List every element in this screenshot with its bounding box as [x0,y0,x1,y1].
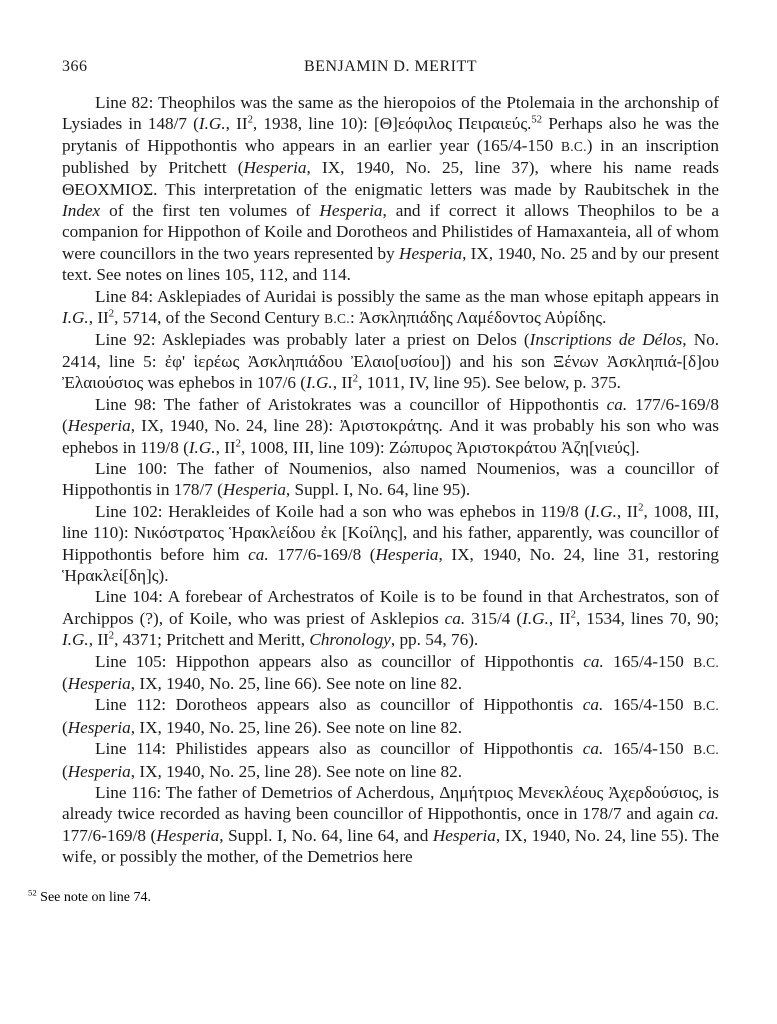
page-number: 366 [62,58,88,75]
text-run: , and if correct it allows Theophilos to be a companion for Hippothon of Koile and Dorotheos and Philistides of Hamaxanteia, all of whom were councillors in the two years represented by [62,201,720,263]
text-run: , IX, 1940, No. 24, line 31, restoring Ἡρακλεί[δη]ς). [62,544,719,585]
text-run: Line 112: Dorotheos appears also as councillor of Hippothontis [95,695,583,715]
text-run: , No. 2414, line 5: ἐφ' ἱερέως Ἀσκληπιάδου Ἐλαιο[υσίου]) and his son Ξένων Ἀσκληπιά-[δ]ου Ἐλαιούσιος was ephebos in 107/6 ( [62,330,719,393]
text-run: Hesperia [243,158,307,178]
text-run: ca. [582,739,604,759]
text-run: , 5714, of the Second Century [114,308,325,328]
paragraph-p116 [62,782,719,868]
paragraph-p82 [62,92,719,286]
text-run: ( [62,717,68,737]
paragraph-p98 [62,394,719,458]
text-run: Hesperia [375,544,439,564]
text-run: , 1011, IV, line 95). See below, p. 375. [358,373,621,393]
paragraph-p114 [62,738,719,782]
text-run: ( [62,761,68,781]
text-run: 177/6-169/8 ( [62,825,157,845]
paragraph-p92 [62,329,719,393]
text-run: , II [88,308,109,328]
text-run: ca. [583,651,604,671]
text-run: Line 105: Hippothon appears also as councillor of Hippothontis [95,651,584,671]
text-run: Line 114: Philistides appears also as councillor of Hippothontis [95,739,583,759]
text-run: Hesperia [432,825,496,845]
superscript: 2 [108,630,115,642]
text-run: ca. [606,394,628,414]
text-run: 177/6-169/8 ( [268,544,376,564]
running-title: BENJAMIN D. MERITT [304,58,477,75]
text-run: , IX, 1940, No. 24, line 28): Ἀριστοκράτης. And it was probably his son who was ephebos in 119/8 ( [62,416,719,457]
text-run: ca. [444,608,466,628]
text-run: , IX, 1940, No. 24, line 55). The wife, or possibly the mother, of the Demetrios here [62,825,719,867]
text-run: Line 82: Theophilos was the same as the hieropoios of the Ptolemaia in the archonship of Lysiades in 148/7 ( [62,93,719,134]
text-run: B.C. [693,698,719,714]
text-run: I.G. [62,630,89,650]
text-run: Hesperia [67,416,131,436]
text-run: , II [215,437,236,457]
text-run: , Suppl. I, No. 64, line 95). [285,480,471,500]
text-run: , 1938, line 10): [Θ]εόφιλος Πειραιεύς. [252,114,532,134]
superscript: 2 [235,437,241,449]
text-run: , II [332,373,353,393]
text-run: of the first ten volumes of [100,201,320,221]
text-run: ca. [698,804,719,824]
text-run: Hesperia [399,243,463,263]
text-run: Perhaps also he was the prytanis of Hippothontis who appears in an earlier year (165/4-150 [62,114,719,155]
text-run: Hesperia [222,480,286,500]
paragraph-p112 [62,694,719,738]
text-run: I.G. [198,114,226,134]
superscript: 52 [531,114,543,126]
text-run: Hesperia [67,717,131,737]
text-run: Line 92: Asklepiades was probably later a priest on Delos ( [95,330,530,350]
text-run: , II [548,608,571,628]
text-run: , IX, 1940, No. 25, line 28). See note on line 82. [130,761,463,781]
text-run: ca. [582,695,604,715]
paragraph-p105 [62,651,719,695]
text-run: , IX, 1940, No. 25, line 66). See note on line 82. [130,673,463,693]
text-run: , II [88,630,109,650]
text-run: B.C. [693,742,720,758]
body-text [62,92,719,868]
text-run: Line 116: The father of Demetrios of Acherdous, Δημήτριος Μενεκλέους Ἀχερδούσιος, is already twice recorded as having been councillor of Hippothontis, once in 178/7 and again [62,783,719,824]
text-run: , IX, 1940, No. 25, line 37), where his name reads ΘΕΟΧΜΙΟΣ. This interpretation of the enigmatic letters was made by Raubitschek in the [62,158,719,199]
superscript: 2 [638,501,644,513]
text-run: Hesperia [67,673,131,693]
text-run: , 4371; Pritchett and Meritt, [114,630,310,650]
superscript: 2 [570,609,576,621]
text-run: Line 104: A forebear of Archestratos of Koile is to be found in that Archestratos, son of Archippos (?), of Koile, who was priest of Asklepios [62,587,719,628]
text-run: : Ἀσκληπιάδης Λαμέδοντος Αὐρίδης. [349,308,607,328]
paragraph-p84 [62,286,719,330]
text-run: Chronology [309,630,391,650]
superscript: 2 [108,308,115,320]
text-run: 165/4-150 [603,695,694,715]
text-run: , IX, 1940, No. 25, line 26). See note on line 82. [130,717,463,737]
text-run: Line 102: Herakleides of Koile had a son who was ephebos in 119/8 ( [95,501,591,521]
text-run: , II [225,114,248,134]
superscript: 2 [247,114,253,126]
footnote-number: 52 [28,887,37,898]
text-run: , IX, 1940, No. 25 and by our present text. See notes on lines 105, 112, and 114. [62,243,719,285]
footnote [28,887,151,906]
text-run: I.G. [62,308,89,328]
text-run: 177/6-169/8 ( [62,394,719,436]
text-run: Line 100: The father of Noumenios, also named Noumenios, was a councillor of Hippothontis in 178/7 ( [62,458,719,500]
paragraph-p104 [62,586,719,650]
footnote-text: See note on line 74. [36,890,151,905]
text-run: Line 84: Asklepiades of Auridai is possibly the same as the man whose epitaph appears in [95,286,719,306]
text-run: B.C. [693,654,719,670]
text-run: , 1534, lines 70, 90; [575,608,719,628]
text-run: , pp. 54, 76). [390,630,479,650]
text-run: 165/4-150 [603,651,694,671]
text-run: I.G. [522,608,549,628]
page [62,58,719,868]
text-run: I.G. [306,373,333,393]
text-run: , 1008, III, line 110): Νικόστρατος Ἡρακλείδου ἐκ [Κοίλης], and his father, apparently, was councillor of Hippothontis before him [62,501,719,564]
text-run: Hesperia [156,825,220,845]
text-run: I.G. [590,501,617,521]
text-run: 165/4-150 [603,739,694,759]
text-run: , Suppl. I, No. 64, line 64, and [219,825,433,845]
text-run: ) in an inscription published by Pritchett ( [62,135,719,178]
text-run: B.C. [560,138,587,154]
text-run: Index [62,201,101,221]
paragraph-p102 [62,501,719,587]
text-run: I.G. [188,437,216,457]
text-run: ( [62,673,68,693]
text-run: 315/4 ( [465,608,523,628]
text-run: B.C. [324,311,350,327]
text-run: , 1008, III, line 109): Ζώπυρος Ἀριστοκράτου Ἀζη[νιεύς]. [240,437,640,457]
text-run: , II [616,501,639,521]
text-run: Hesperia [319,201,383,221]
text-run: Inscriptions de Délos [529,330,683,350]
paragraph-p100 [62,458,719,501]
running-head [62,58,719,80]
text-run: Line 98: The father of Aristokrates was a councillor of Hippothontis [95,394,607,414]
text-run: Hesperia [67,761,131,781]
superscript: 2 [352,373,359,385]
text-run: ca. [248,544,269,564]
